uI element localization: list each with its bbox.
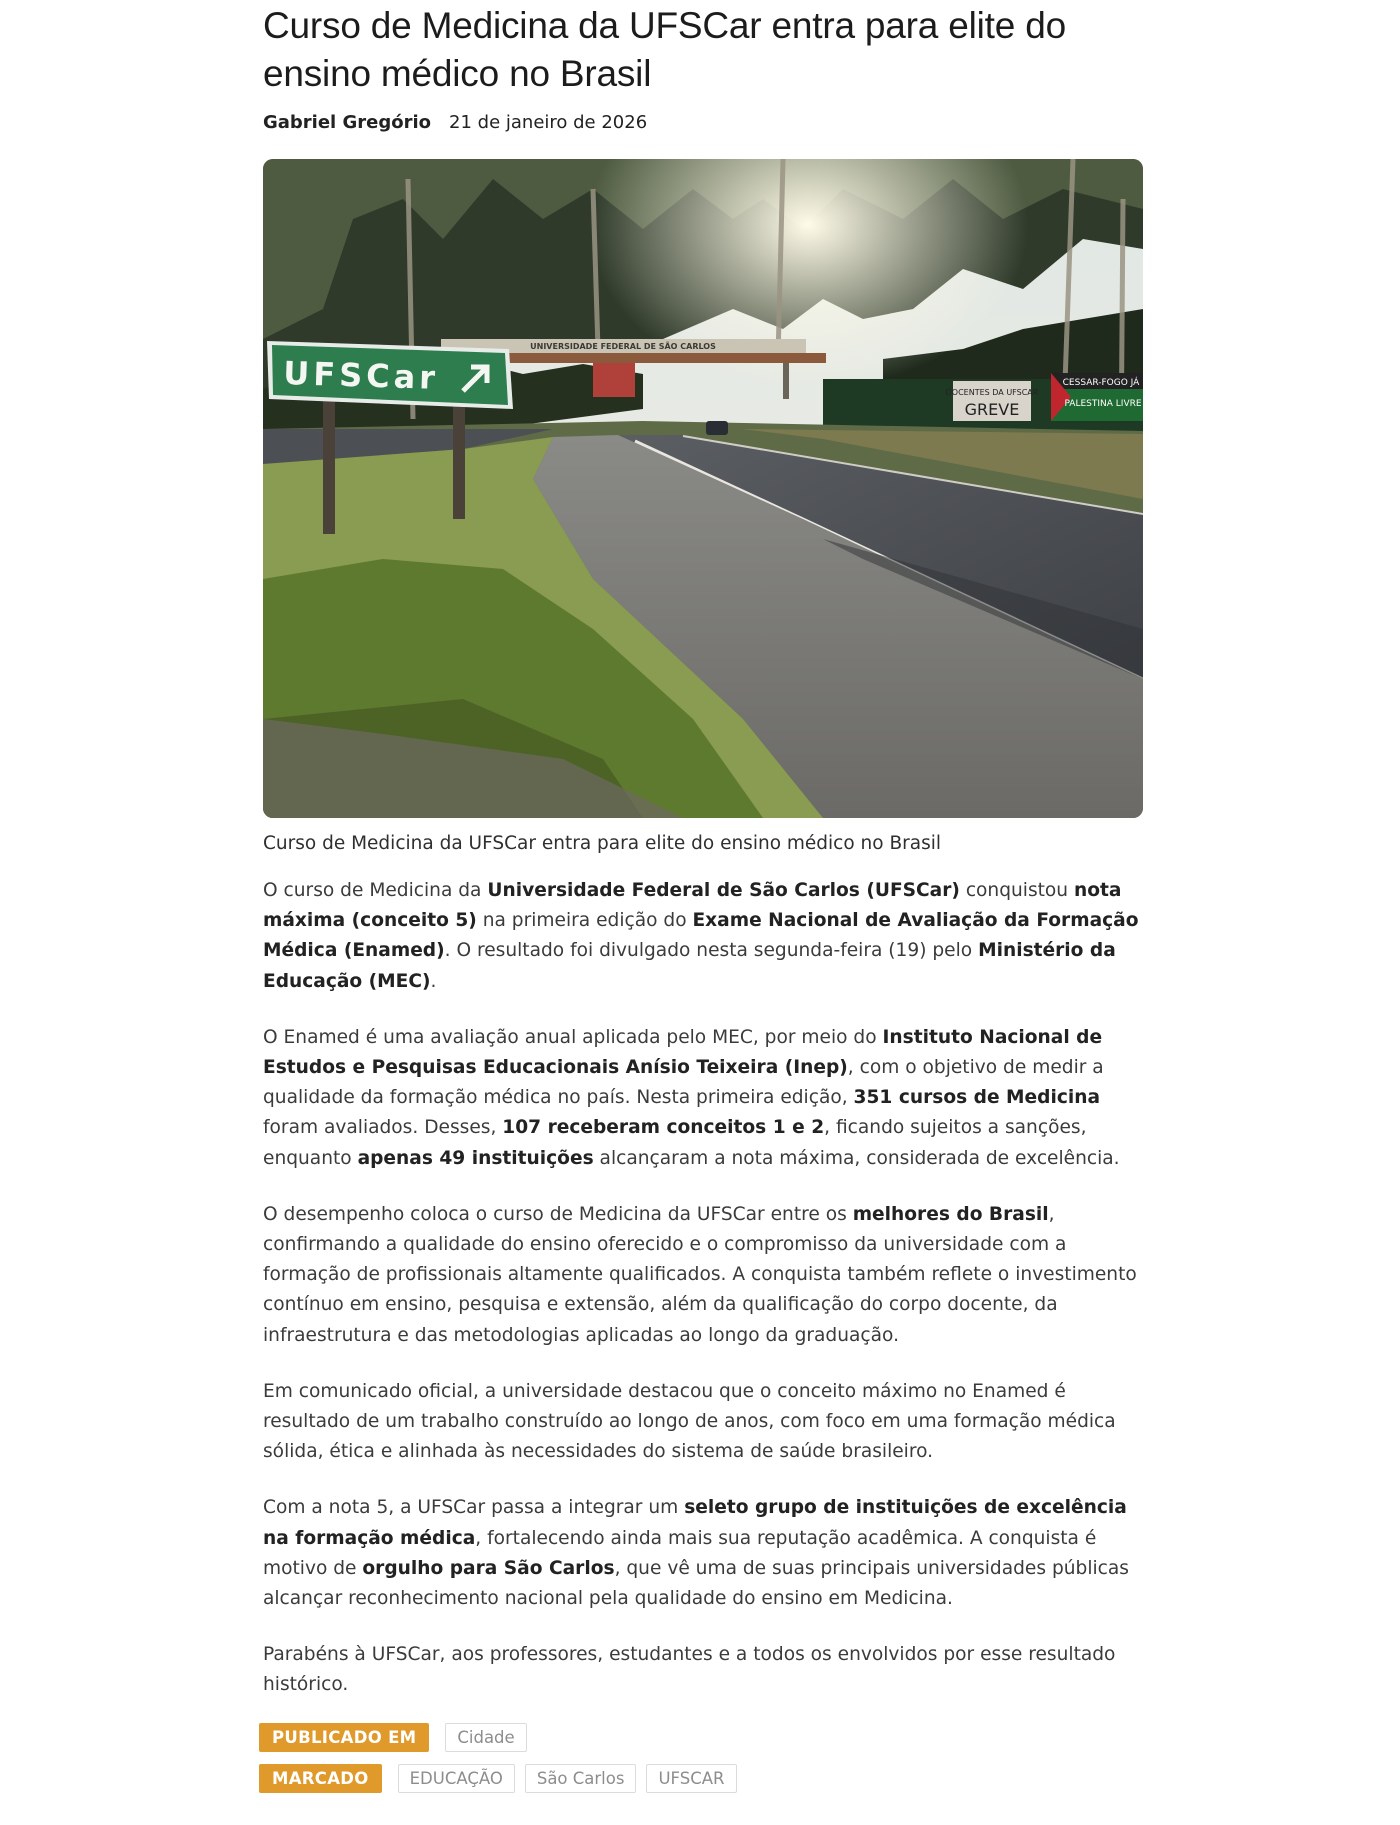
paragraph-text: , com o objetivo de medir a qualidade da formação médica no país. Nesta primeira edição,	[263, 1057, 1104, 1109]
article-meta	[263, 112, 1143, 133]
taxonomy	[259, 1723, 737, 1805]
banner-palestine	[1051, 373, 1143, 421]
svg-text:CESSAR-FOGO JÁ: CESSAR-FOGO JÁ	[1062, 378, 1140, 388]
emphasis-text: Exame Nacional de Avaliação da Formação Médica (Enamed)	[263, 910, 1139, 962]
emphasis-text: nota máxima (conceito 5)	[263, 880, 1122, 932]
paragraph-text: O curso de Medicina da	[263, 880, 488, 901]
paragraph-text: foram avaliados. Desses,	[263, 1117, 503, 1139]
category-link[interactable]: Cidade	[445, 1723, 526, 1752]
paragraph-text: conquistou	[959, 880, 1075, 901]
svg-text:UFSCar: UFSCar	[282, 354, 440, 397]
paragraph-text: O desempenho coloca o curso de Medicina da UFSCar entre os	[263, 1203, 853, 1225]
article-paragraph	[263, 1377, 1143, 1468]
published-in-row	[259, 1723, 737, 1752]
article-paragraph	[263, 876, 1143, 997]
article-paragraph	[263, 1493, 1143, 1614]
emphasis-text: 351 cursos de Medicina	[853, 1087, 1101, 1109]
emphasis-text: seleto grupo de instituições de excelência na formação médica	[263, 1497, 1127, 1549]
paragraph-text: alcançaram a nota máxima, considerada de excelência.	[593, 1147, 1120, 1169]
banner-strike	[946, 381, 1039, 421]
svg-text:PALESTINA LIVRE: PALESTINA LIVRE	[1064, 399, 1142, 409]
publish-date: 21 de janeiro de 2026	[449, 112, 648, 133]
published-in-label: PUBLICADO EM	[259, 1723, 429, 1752]
emphasis-text: melhores do Brasil	[852, 1203, 1049, 1225]
paragraph-text: , ficando sujeitos a sanções, enquanto	[263, 1117, 1087, 1169]
emphasis-text: Universidade Federal de São Carlos (UFSCar)	[487, 880, 960, 901]
paragraph-text: Com a nota 5, a UFSCar passa a integrar um	[263, 1497, 685, 1519]
image-caption: Curso de Medicina da UFSCar entra para elite do ensino médico no Brasil	[263, 833, 942, 854]
paragraph-text: na primeira edição do	[476, 910, 693, 932]
tagged-row	[259, 1764, 737, 1793]
paragraph-text: , que vê uma de suas principais universidades públicas alcançar reconhecimento nacional pela qualidade do ensino em Medicina.	[263, 1557, 1129, 1610]
paragraph-text: .	[430, 970, 437, 992]
paragraph-text: . O resultado foi divulgado nesta segunda-feira (19) pelo	[444, 940, 979, 962]
emphasis-text: Instituto Nacional de Estudos e Pesquisas Educacionais Anísio Teixeira (Inep)	[263, 1026, 1103, 1079]
tag-link[interactable]: EDUCAÇÃO	[398, 1764, 515, 1793]
emphasis-text: 107 receberam conceitos 1 e 2	[502, 1117, 825, 1139]
article-paragraph	[263, 1640, 1143, 1700]
svg-text:UNIVERSIDADE FEDERAL DE SÃO CA: UNIVERSIDADE FEDERAL DE SÃO CARLOS	[530, 342, 716, 351]
svg-text:DOCENTES DA UFSCAR: DOCENTES DA UFSCAR	[945, 388, 1039, 397]
paragraph-text: , fortalecendo ainda mais sua reputação acadêmica. A conquista é motivo de	[263, 1527, 1097, 1579]
author-name[interactable]: Gabriel Gregório	[263, 112, 432, 133]
tag-link[interactable]: UFSCAR	[646, 1764, 736, 1793]
emphasis-text: apenas 49 instituições	[357, 1147, 594, 1169]
paragraph-text: Parabéns à UFSCar, aos professores, estudantes e a todos os envolvidos por esse resultado histórico.	[263, 1644, 1116, 1696]
paragraph-text: O Enamed é uma avaliação anual aplicada pelo MEC, por meio do	[263, 1026, 883, 1048]
svg-text:GREVE: GREVE	[964, 400, 1020, 419]
emphasis-text: orgulho para São Carlos	[362, 1557, 615, 1579]
article-title: Curso de Medicina da UFSCar entra para elite do ensino médico no Brasil	[263, 5, 1066, 94]
featured-image	[263, 159, 1143, 818]
tagged-label: MARCADO	[259, 1764, 382, 1793]
article	[263, 0, 1143, 1727]
article-paragraph	[263, 1200, 1143, 1351]
emphasis-text: Ministério da Educação (MEC)	[263, 940, 1116, 992]
ufscar-road-sign	[267, 341, 513, 409]
paragraph-text: Em comunicado oficial, a universidade destacou que o conceito máximo no Enamed é resultado de um trabalho construído ao longo de anos, com foco em uma formação médica sólida, ética e alinhada às necessidades do sistema de saúde brasileiro.	[263, 1380, 1116, 1463]
article-body	[263, 876, 1143, 1701]
article-paragraph	[263, 1023, 1143, 1174]
paragraph-text: , confirmando a qualidade do ensino oferecido e o compromisso da universidade com a formação de profissionais altamente qualificados. A conquista também reflete o investimento contínuo em ensino, pesquisa e extensão, além da qualificação do corpo docente, da infraestrutura e das metodologias aplicadas ao longo da graduação.	[263, 1203, 1137, 1346]
tag-link[interactable]: São Carlos	[525, 1764, 637, 1793]
